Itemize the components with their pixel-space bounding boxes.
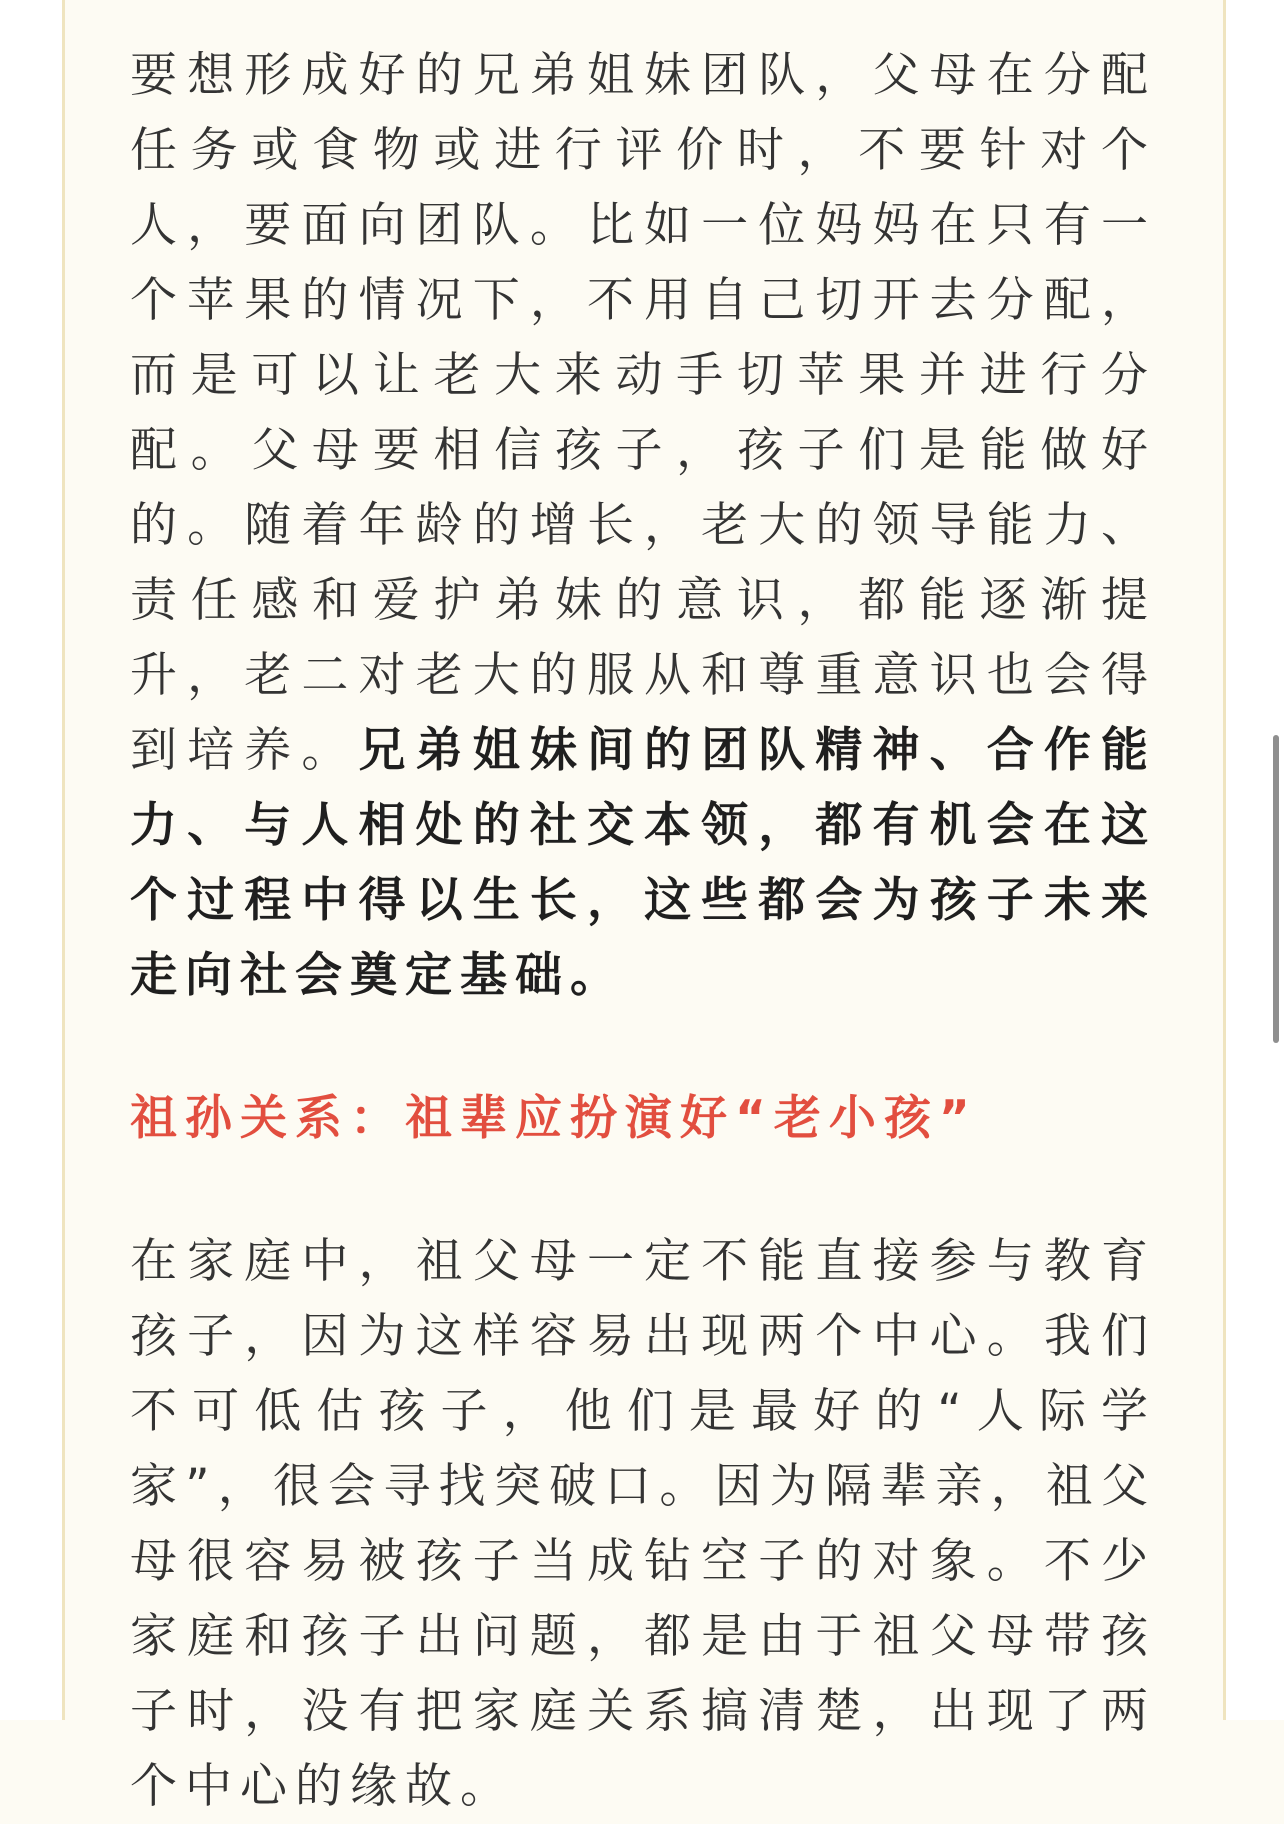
- right-border-rule: [1223, 0, 1226, 1720]
- paragraph-siblings-bold: 兄弟姐妹间的团队精神、合作能力、与人相处的社交本领，都有机会在这个过程中得以生长，这些都会为孩子未来走向社会奠定基础。: [130, 723, 1157, 1003]
- scrollbar-thumb[interactable]: [1273, 735, 1279, 1043]
- section-heading: 祖孙关系：祖辈应扮演好“老小孩”: [130, 1091, 978, 1146]
- article-body: [130, 38, 1156, 1824]
- paragraph-siblings-text: 要想形成好的兄弟姐妹团队，父母在分配任务或食物或进行评价时，不要针对个人，要面向团队。比如一位妈妈在只有一个苹果的情况下，不用自己切开去分配，而是可以让老大来动手切苹果并进行分配。父母要相信孩子，孩子们是能做好的。随着年龄的增长，老大的领导能力、责任感和爱护弟妹的意识，都能逐渐提升，老二对老大的服从和尊重意识也会得到培养。: [130, 48, 1156, 778]
- paragraph-grandparents: 在家庭中，祖父母一定不能直接参与教育孩子，因为这样容易出现两个中心。我们不可低估孩子，他们是最好的“人际学家”，很会寻找突破口。因为隔辈亲，祖父母很容易被孩子当成钻空子的对象。不少家庭和孩子出问题，都是由于祖父母带孩子时，没有把家庭关系搞清楚，出现了两个中心的缘故。: [130, 1234, 1156, 1814]
- left-border-rule: [62, 0, 65, 1720]
- left-margin: [0, 0, 62, 1720]
- paragraph-siblings: [130, 38, 1156, 1013]
